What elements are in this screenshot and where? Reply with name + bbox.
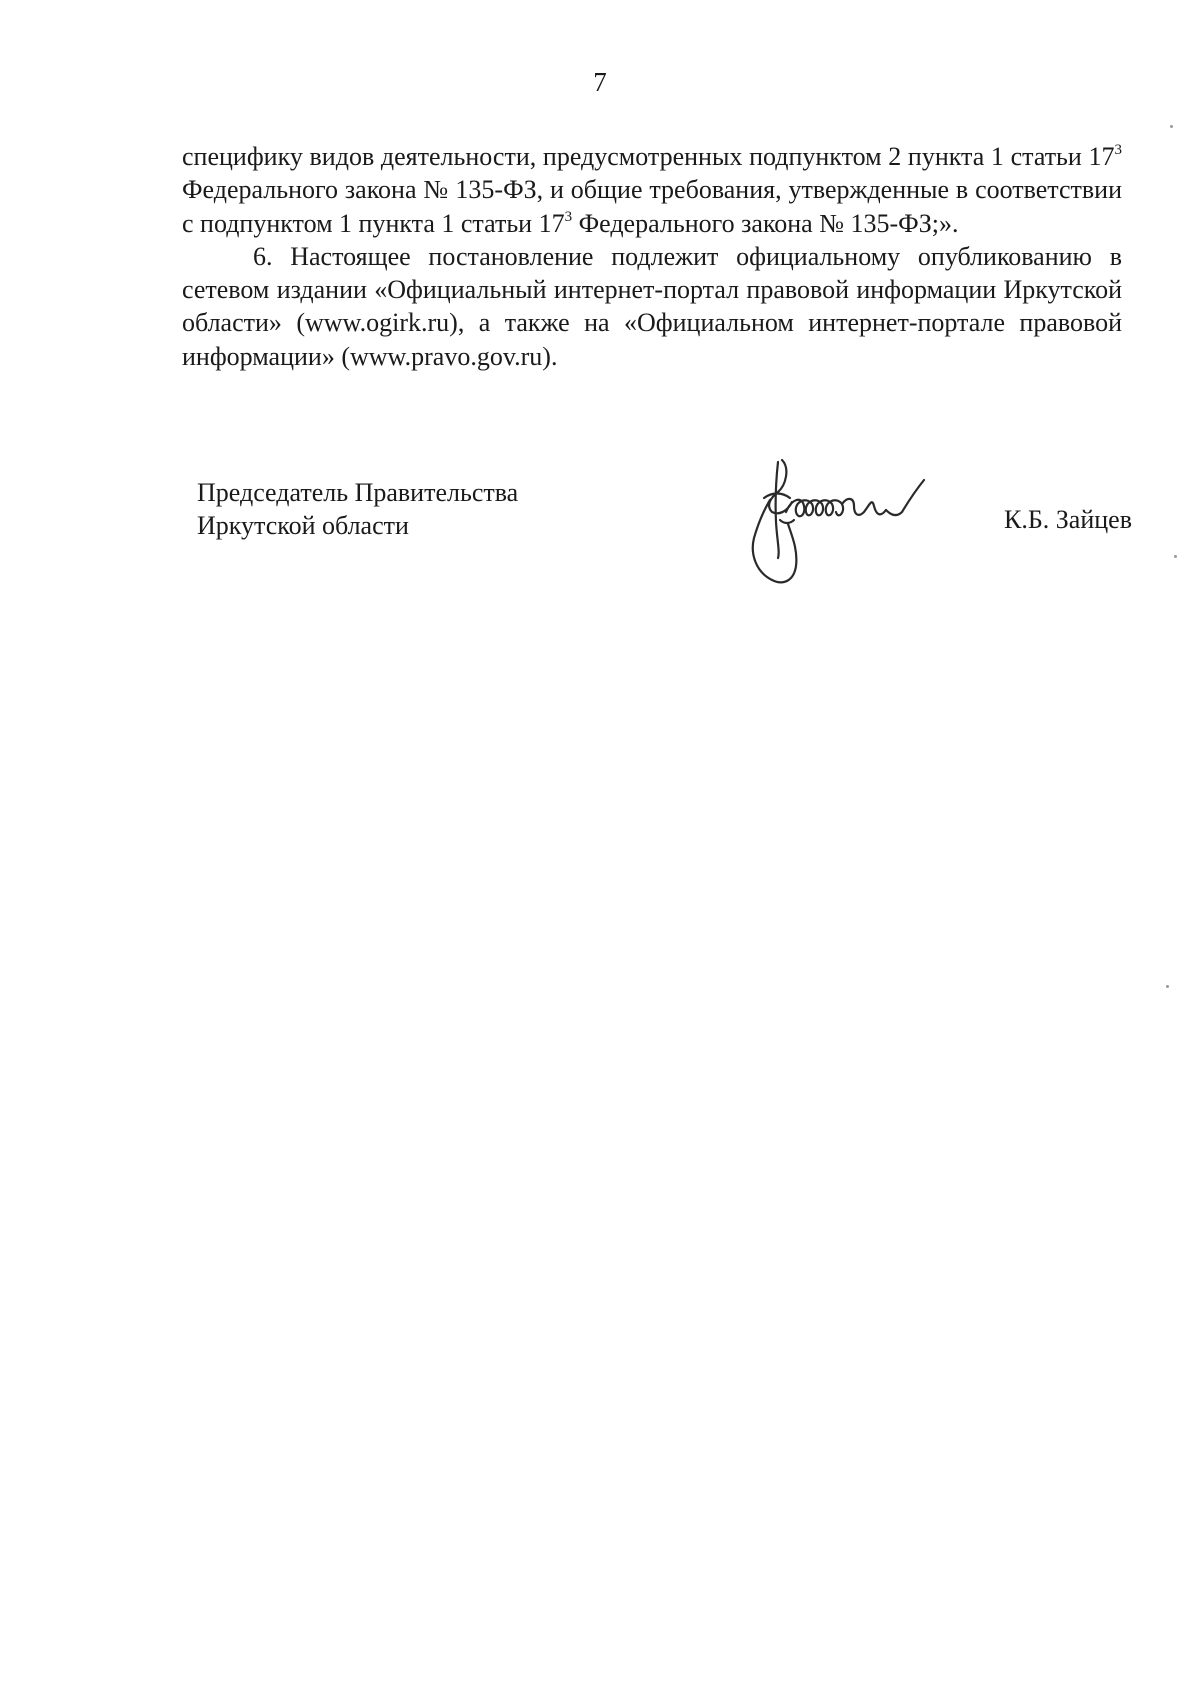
handwritten-signature	[720, 440, 960, 600]
scan-speck	[1166, 985, 1169, 988]
paragraph-text: Федерального закона № 135-ФЗ, и общие требования, утвержденные в соответствии с подпунктом 1 пункта 1 статьи 17	[182, 175, 1122, 238]
paragraph-6: 6. Настоящее постановление подлежит официальному опубликованию в сетевом издании «Официальный интернет-портал правовой информации Иркутской области» (www.ogirk.ru), а также на «Официальном интернет-портале правовой информации» (www.pravo.gov.ru).	[182, 241, 1122, 371]
paragraph-text: специфику видов деятельности, предусмотренных подпунктом 2 пункта 1 статьи 17	[182, 142, 1115, 171]
scan-speck	[1174, 555, 1177, 558]
paragraph-text: Федерального закона № 135-ФЗ;».	[572, 208, 959, 238]
signer-name: К.Б. Зайцев	[1004, 505, 1132, 534]
document-body	[182, 140, 1122, 373]
superscript: 3	[1114, 142, 1122, 158]
superscript: 3	[564, 208, 573, 225]
signatory-position	[197, 476, 518, 542]
position-line-2: Иркутской области	[197, 511, 409, 540]
page-number: 7	[593, 67, 607, 97]
scan-speck	[1170, 125, 1173, 128]
paragraph-continuation	[182, 140, 1122, 240]
position-line-1: Председатель Правительства	[197, 478, 519, 507]
